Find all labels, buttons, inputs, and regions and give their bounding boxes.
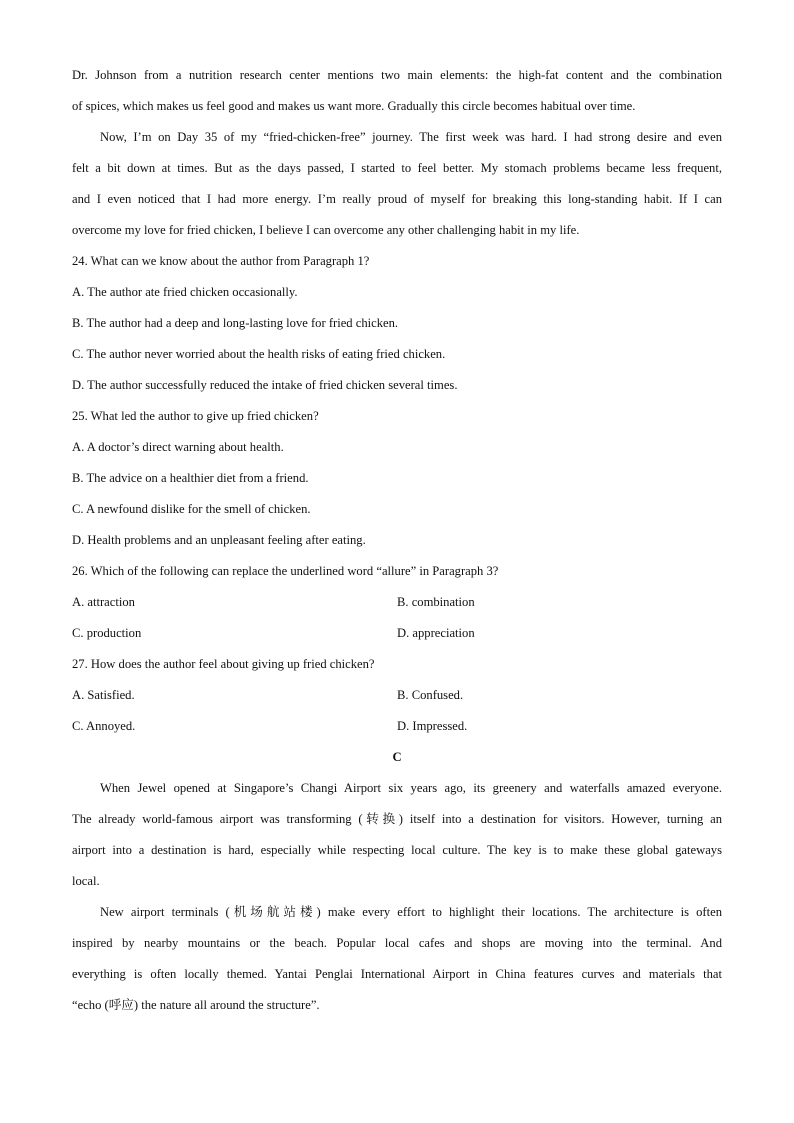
question-stem: 24. What can we know about the author from Paragraph 1?	[72, 254, 370, 268]
section-heading: C	[392, 750, 402, 764]
question-option: C. production	[72, 626, 142, 640]
question-stem: 25. What led the author to give up fried chicken?	[72, 409, 319, 423]
question-option: D. The author successfully reduced the intake of fried chicken several times.	[72, 378, 458, 392]
passage-c-p2-line: inspired by nearby mountains or the beach. Popular local cafes and shops are moving into the terminal. And	[72, 936, 722, 950]
passage-b-p2-line: Now, I’m on Day 35 of my “fried-chicken-free” journey. The first week was hard. I had strong desire and even	[100, 130, 722, 144]
question-option: A. attraction	[72, 595, 135, 609]
passage-b-p1-line: of spices, which makes us feel good and makes us want more. Gradually this circle becomes habitual over time.	[72, 99, 636, 113]
question-option: D. appreciation	[397, 626, 475, 640]
question-option: B. Confused.	[397, 688, 464, 702]
passage-c-p1-line: The already world-famous airport was transforming (转换) itself into a destination for visitors. However, turning an	[72, 812, 722, 826]
question-option: C. Annoyed.	[72, 719, 136, 733]
passage-b-p2-line: overcome my love for fried chicken, I believe I can overcome any other challenging habit in my life.	[72, 223, 580, 237]
question-stem: 26. Which of the following can replace the underlined word “allure” in Paragraph 3?	[72, 564, 499, 578]
document-page	[72, 60, 722, 1021]
passage-c-p2-line: “echo (呼应) the nature all around the structure”.	[72, 998, 320, 1012]
question-option: C. The author never worried about the health risks of eating fried chicken.	[72, 347, 446, 361]
passage-b-p2-line: felt a bit down at times. But as the days passed, I started to feel better. My stomach problems became less frequent,	[72, 161, 722, 175]
question-option: B. The advice on a healthier diet from a friend.	[72, 471, 309, 485]
question-option: C. A newfound dislike for the smell of chicken.	[72, 502, 311, 516]
question-stem: 27. How does the author feel about giving up fried chicken?	[72, 657, 375, 671]
passage-c-p1-line: local.	[72, 874, 100, 888]
option-row	[72, 680, 722, 711]
question-option: B. combination	[397, 595, 475, 609]
question-option: A. A doctor’s direct warning about health.	[72, 440, 284, 454]
option-row	[72, 587, 722, 618]
passage-c-p1-line: When Jewel opened at Singapore’s Changi Airport six years ago, its greenery and waterfalls amazed everyone.	[100, 781, 722, 795]
question-option: D. Health problems and an unpleasant feeling after eating.	[72, 533, 366, 547]
passage-b-p1-line: Dr. Johnson from a nutrition research center mentions two main elements: the high-fat content and the combination	[72, 68, 722, 82]
option-row	[72, 711, 722, 742]
passage-c-p2-line: everything is often locally themed. Yantai Penglai International Airport in China features curves and materials that	[72, 967, 722, 981]
question-option: A. The author ate fried chicken occasionally.	[72, 285, 298, 299]
passage-c-p2-line: New airport terminals (机场航站楼) make every effort to highlight their locations. The architecture is often	[100, 905, 722, 919]
option-row	[72, 618, 722, 649]
question-option: B. The author had a deep and long-lasting love for fried chicken.	[72, 316, 399, 330]
question-option: D. Impressed.	[397, 719, 468, 733]
question-option: A. Satisfied.	[72, 688, 135, 702]
passage-c-p1-line: airport into a destination is hard, especially while respecting local culture. The key is to make these global gateways	[72, 843, 722, 857]
passage-b-p2-line: and I even noticed that I had more energy. I’m really proud of myself for breaking this long-standing habit. If I can	[72, 192, 722, 206]
